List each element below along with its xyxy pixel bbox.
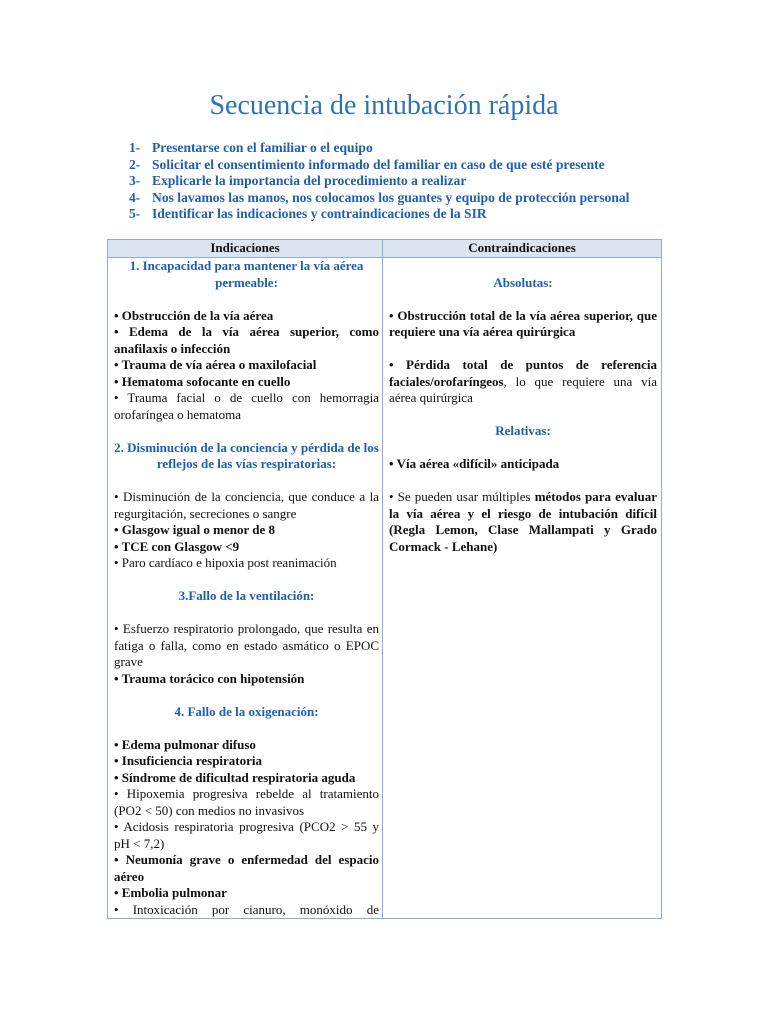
section-heading: 3.Fallo de la ventilación: — [178, 588, 315, 603]
list-item: • Síndrome de dificultad respiratoria aguda — [114, 769, 356, 785]
steps-list — [129, 140, 629, 223]
list-item — [389, 357, 657, 407]
step-text: Solicitar el consentimiento informado del familiar en caso de que esté presente — [152, 156, 605, 172]
step-number: 1- — [129, 140, 141, 155]
step-number: 2- — [129, 156, 141, 172]
step-text: Identificar las indicaciones y contraindicaciones de la SIR — [152, 206, 487, 222]
step-text: Nos lavamos las manos, nos colocamos los guantes y equipo de protección personal — [152, 189, 630, 205]
list-item: • Edema de la vía aérea superior, como anafilaxis o infección — [114, 324, 379, 356]
list-item: • Esfuerzo respiratorio prolongado, que resulta en fatiga o falla, como en estado asmático o EPOC grave — [114, 621, 379, 669]
table-row — [108, 258, 662, 919]
list-item: • Disminución de la conciencia, que conduce a la regurgitación, secreciones o sangre — [114, 489, 379, 521]
list-item: • Embolia pulmonar — [114, 885, 227, 900]
list-item: • Insuficiencia respiratoria — [114, 753, 263, 768]
list-item: • Hipoxemia progresiva rebelde al tratamiento (PO2 < 50) con medios no invasivos — [114, 786, 379, 818]
list-item: • Paro cardíaco e hipoxia post reanimación — [114, 555, 337, 570]
list-item: • Trauma torácico con hipotensión — [114, 670, 305, 686]
header-contraindicaciones: Contraindicaciones — [383, 240, 662, 258]
step-item — [129, 173, 629, 190]
step-text: Presentarse con el familiar o el equipo — [152, 140, 373, 155]
indications-table — [107, 239, 662, 919]
list-item: • TCE con Glasgow <9 — [114, 538, 240, 554]
list-item: • Vía aérea «difícil» anticipada — [389, 456, 560, 471]
step-item — [129, 190, 629, 207]
list-item-text: , lo que requiere una vía aérea quirúrgica — [389, 373, 657, 405]
section-heading: Relativas: — [495, 423, 551, 438]
list-item: • Trauma facial o de cuello con hemorragia orofaríngea o hematoma — [114, 390, 379, 422]
step-number: 5- — [129, 206, 141, 222]
list-item-bold: • Pérdida total de puntos de referencia faciales/orofaríngeos — [389, 357, 657, 389]
page-title: Secuencia de intubación rápida — [209, 90, 559, 121]
header-indicaciones: Indicaciones — [108, 240, 383, 258]
section-heading: 4. Fallo de la oxigenación: — [174, 703, 319, 719]
list-item: • Obstrucción de la vía aérea — [114, 307, 274, 323]
list-item — [389, 489, 657, 555]
list-item-bold: métodos para evaluar la vía aérea y el riesgo de intubación difícil (Regla Lemon, Clase Mallampati y Grado Cormack - Lehane) — [389, 489, 658, 554]
table-header-row — [108, 240, 662, 258]
list-item: • Intoxicación por cianuro, monóxido de — [114, 901, 379, 917]
section-heading: Absolutas: — [493, 274, 553, 290]
step-item — [129, 157, 629, 174]
list-item: • Edema pulmonar difuso — [114, 736, 256, 752]
list-item: • Acidosis respiratoria progresiva (PCO2 > 55 y pH < 7,2) — [114, 819, 379, 851]
step-number: 4- — [129, 189, 141, 205]
list-item: • Glasgow igual o menor de 8 — [114, 522, 276, 537]
step-item — [129, 140, 629, 157]
section-heading: 1. Incapacidad para mantener la vía aérea permeable: — [129, 258, 364, 290]
list-item: • Hematoma sofocante en cuello — [114, 373, 291, 389]
list-item: • Obstrucción total de la vía aérea superior, que requiere una vía aérea quirúrgica — [389, 307, 657, 339]
list-item: • Neumonía grave o enfermedad del espacio aéreo — [114, 852, 379, 884]
step-number: 3- — [129, 173, 141, 189]
contraindicaciones-cell — [383, 258, 662, 919]
list-item-text: • Se pueden usar múltiples — [389, 489, 535, 504]
indicaciones-cell — [108, 258, 383, 919]
list-item: • Trauma de vía aérea o maxilofacial — [114, 357, 317, 372]
step-item — [129, 206, 629, 223]
section-heading: 2. Disminución de la conciencia y pérdida de los reflejos de las vías respiratorias: — [114, 439, 379, 471]
step-text: Explicarle la importancia del procedimiento a realizar — [152, 173, 467, 189]
